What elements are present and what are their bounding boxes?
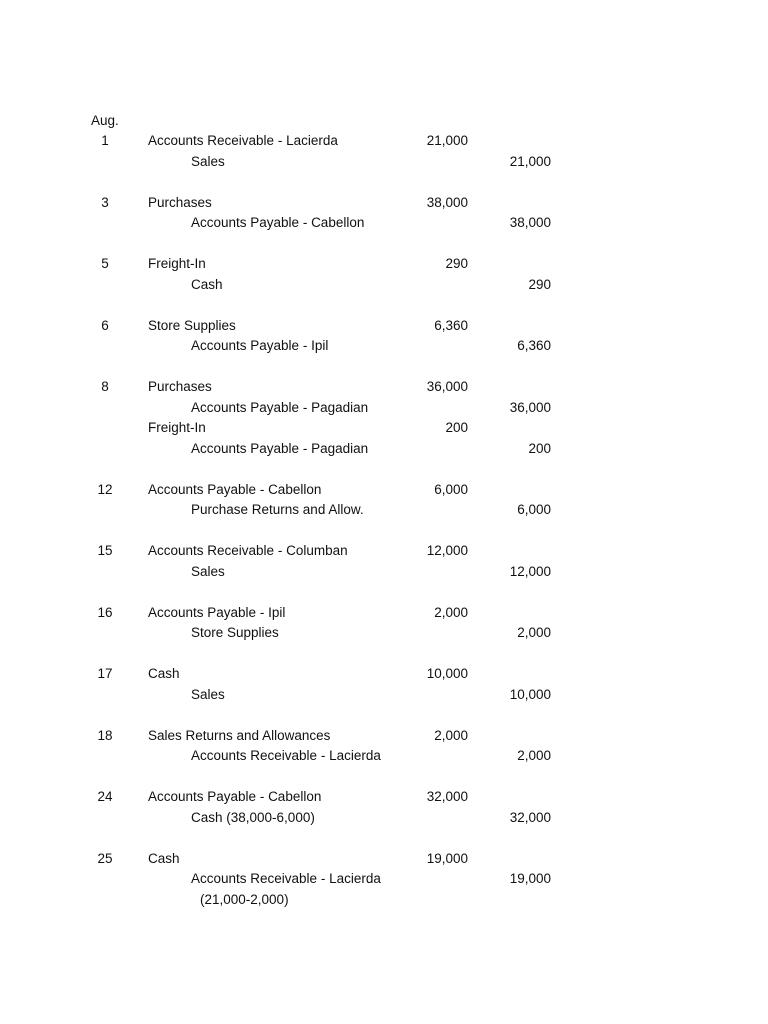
account-name: Store Supplies	[148, 317, 236, 333]
account-name: (21,000-2,000)	[200, 891, 289, 907]
journal-entry	[0, 254, 768, 295]
debit-amount: 10,000	[426, 666, 468, 681]
note-line	[0, 890, 768, 911]
account-name: Sales	[191, 563, 225, 579]
credit-amount: 10,000	[509, 686, 551, 702]
debit-line	[0, 377, 768, 398]
debit-line	[0, 254, 768, 275]
account-name: Accounts Receivable - Lacierda	[191, 871, 381, 886]
debit-amount: 6,000	[434, 481, 468, 497]
account-name: Freight-In	[148, 256, 206, 271]
debit-line	[0, 541, 768, 562]
credit-line	[0, 336, 768, 357]
debit-line	[0, 664, 768, 685]
account-name: Cash	[148, 666, 180, 681]
credit-line	[0, 213, 768, 234]
debit-line	[0, 131, 768, 152]
account-name: Purchases	[148, 194, 212, 210]
journal-entry	[0, 603, 768, 644]
credit-amount: 6,000	[517, 502, 551, 517]
credit-line	[0, 869, 768, 890]
credit-line	[0, 439, 768, 460]
entry-date: 25	[97, 850, 113, 866]
entry-date: 1	[101, 133, 109, 148]
debit-line	[0, 603, 768, 624]
debit-amount: 36,000	[426, 379, 468, 394]
debit-line	[0, 849, 768, 870]
credit-line	[0, 152, 768, 173]
credit-line	[0, 562, 768, 583]
credit-line	[0, 808, 768, 829]
entry-date: 18	[97, 727, 113, 743]
debit-amount: 38,000	[426, 194, 468, 210]
credit-line	[0, 398, 768, 419]
month-label: Aug.	[91, 113, 119, 128]
account-name: Sales	[191, 153, 225, 169]
credit-amount: 6,360	[517, 338, 551, 353]
account-name: Cash (38,000-6,000)	[191, 809, 315, 825]
entry-date: 17	[97, 666, 113, 681]
entry-date: 5	[101, 256, 109, 271]
debit-line	[0, 726, 768, 747]
account-name: Accounts Payable - Cabellon	[148, 789, 322, 804]
account-name: Accounts Payable - Cabellon	[148, 481, 322, 497]
entry-date: 6	[101, 317, 109, 333]
account-name: Accounts Receivable - Columban	[148, 543, 348, 558]
entry-date: 3	[101, 194, 109, 210]
account-name: Accounts Payable - Cabellon	[191, 215, 365, 230]
entry-date: 16	[97, 604, 113, 620]
journal-entry	[0, 193, 768, 234]
journal-entry	[0, 541, 768, 582]
debit-line	[0, 480, 768, 501]
credit-line	[0, 623, 768, 644]
debit-amount: 19,000	[426, 850, 468, 866]
credit-amount: 290	[528, 276, 551, 292]
account-name: Accounts Payable - Ipil	[191, 338, 329, 353]
account-name: Store Supplies	[191, 625, 279, 640]
journal-entry	[0, 377, 768, 459]
entry-date: 12	[97, 481, 113, 497]
account-name: Accounts Receivable - Lacierda	[191, 748, 381, 763]
account-name: Sales	[191, 686, 225, 702]
debit-amount: 32,000	[426, 789, 468, 804]
entry-date: 24	[97, 789, 113, 804]
debit-amount: 12,000	[426, 543, 468, 558]
credit-amount: 32,000	[509, 809, 551, 825]
credit-amount: 19,000	[509, 871, 551, 886]
credit-amount: 12,000	[509, 563, 551, 579]
debit-line	[0, 418, 768, 439]
credit-amount: 2,000	[517, 748, 551, 763]
debit-amount: 21,000	[426, 133, 468, 148]
debit-line	[0, 316, 768, 337]
credit-line	[0, 500, 768, 521]
account-name: Cash	[148, 850, 180, 866]
account-name: Purchases	[148, 379, 212, 394]
debit-amount: 2,000	[434, 604, 468, 620]
debit-amount: 6,360	[434, 317, 468, 333]
journal-entry	[0, 316, 768, 357]
journal-entry	[0, 131, 768, 172]
debit-amount: 2,000	[434, 727, 468, 743]
account-name: Sales Returns and Allowances	[148, 727, 331, 743]
account-name: Accounts Receivable - Lacierda	[148, 133, 338, 148]
journal-entry	[0, 787, 768, 828]
credit-line	[0, 275, 768, 296]
credit-amount: 38,000	[509, 215, 551, 230]
account-name: Freight-In	[148, 420, 206, 435]
journal-entry	[0, 849, 768, 911]
account-name: Purchase Returns and Allow.	[191, 502, 364, 517]
account-name: Accounts Payable - Ipil	[148, 604, 286, 620]
credit-amount: 2,000	[517, 625, 551, 640]
journal-entry	[0, 664, 768, 705]
journal-entry	[0, 480, 768, 521]
debit-amount: 290	[445, 256, 468, 271]
entry-date: 8	[101, 379, 109, 394]
credit-amount: 200	[528, 440, 551, 456]
journal-entry	[0, 726, 768, 767]
account-name: Accounts Payable - Pagadian	[191, 399, 369, 415]
account-name: Accounts Payable - Pagadian	[191, 440, 369, 456]
credit-line	[0, 685, 768, 706]
credit-amount: 36,000	[509, 399, 551, 415]
debit-line	[0, 787, 768, 808]
credit-line	[0, 746, 768, 767]
journal-entries	[0, 131, 768, 931]
credit-amount: 21,000	[509, 153, 551, 169]
debit-amount: 200	[445, 420, 468, 435]
debit-line	[0, 193, 768, 214]
account-name: Cash	[191, 276, 223, 292]
entry-date: 15	[97, 543, 113, 558]
